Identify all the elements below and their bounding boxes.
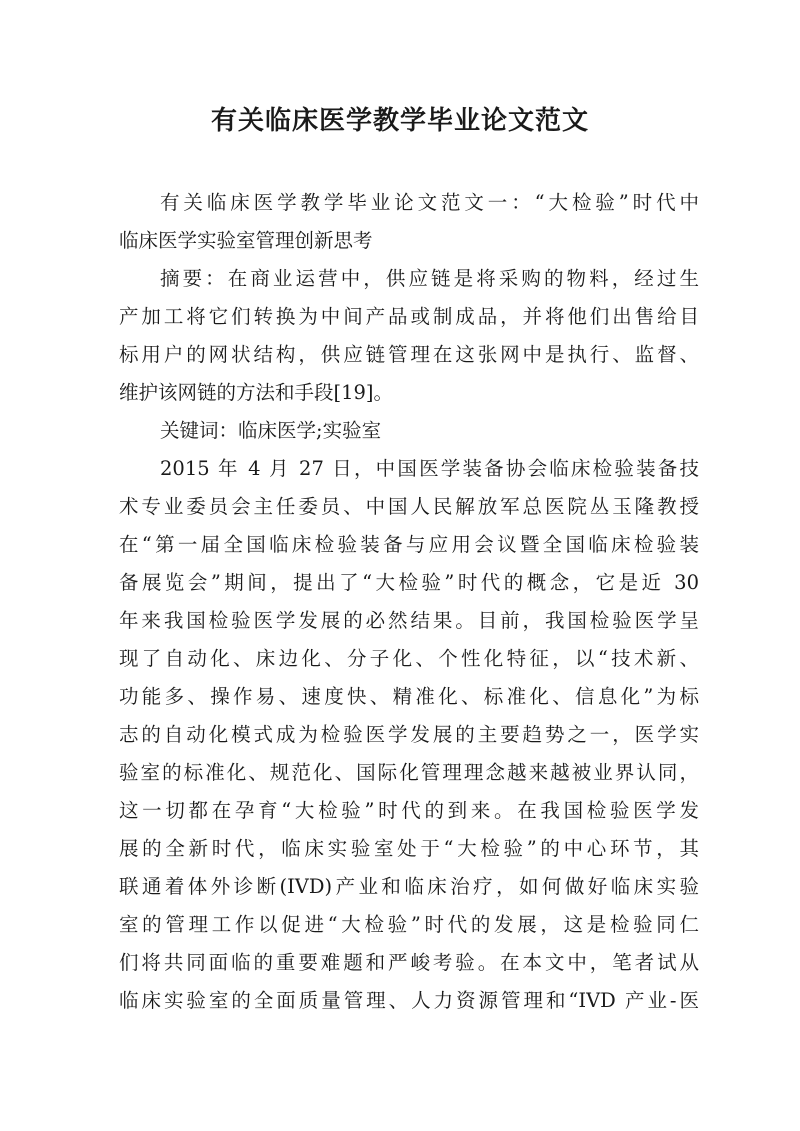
- paragraph-line: 志的自动化模式成为检验医学发展的主要趋势之一，医学实: [119, 723, 699, 746]
- paragraph-line: 标用户的网状结构，供应链管理在这张网中是执行、监督、: [119, 343, 699, 366]
- paragraph-line: 2015 年 4 月 27 日，中国医学装备协会临床检验装备技: [160, 457, 699, 480]
- paragraph-line: 临床医学实验室管理创新思考: [119, 229, 373, 252]
- paragraph-line: 有关临床医学教学毕业论文范文一：“大检验”时代中: [160, 191, 699, 214]
- paragraph-line: 这一切都在孕育“大检验”时代的到来。在我国检验医学发: [119, 799, 699, 822]
- paragraph-line: 产加工将它们转换为中间产品或制成品，并将他们出售给目: [119, 305, 699, 328]
- paragraph-line: 备展览会”期间，提出了“大检验”时代的概念，它是近 30: [119, 571, 699, 594]
- paragraph-line: 功能多、操作易、速度快、精准化、标准化、信息化”为标: [119, 685, 699, 708]
- paragraph-line: 在“第一届全国临床检验装备与应用会议暨全国临床检验装: [119, 533, 699, 556]
- paragraph-line: 摘要：在商业运营中，供应链是将采购的物料，经过生: [160, 267, 699, 290]
- paragraph-line: 联通着体外诊断(IVD)产业和临床治疗，如何做好临床实验: [119, 875, 699, 898]
- paragraph-line: 验室的标准化、规范化、国际化管理理念越来越被业界认同，: [119, 761, 699, 784]
- document-title: 有关临床医学教学毕业论文范文: [210, 106, 589, 136]
- paragraph-line: 们将共同面临的重要难题和严峻考验。在本文中，笔者试从: [119, 951, 699, 974]
- paragraph-line: 年来我国检验医学发展的必然结果。目前，我国检验医学呈: [119, 609, 699, 632]
- paragraph-line: 临床实验室的全面质量管理、人力资源管理和“IVD 产业-医: [119, 989, 699, 1012]
- paragraph-line: 维护该网链的方法和手段[19]。: [119, 381, 394, 404]
- paragraph-line: 室的管理工作以促进“大检验”时代的发展，这是检验同仁: [119, 913, 699, 936]
- paragraph-line: 术专业委员会主任委员、中国人民解放军总医院丛玉隆教授: [119, 495, 699, 518]
- paragraph-line: 关键词：临床医学;实验室: [160, 419, 382, 442]
- paragraph-line: 现了自动化、床边化、分子化、个性化特征，以“技术新、: [119, 647, 699, 670]
- paragraph-line: 展的全新时代，临床实验室处于“大检验”的中心环节，其: [119, 837, 699, 860]
